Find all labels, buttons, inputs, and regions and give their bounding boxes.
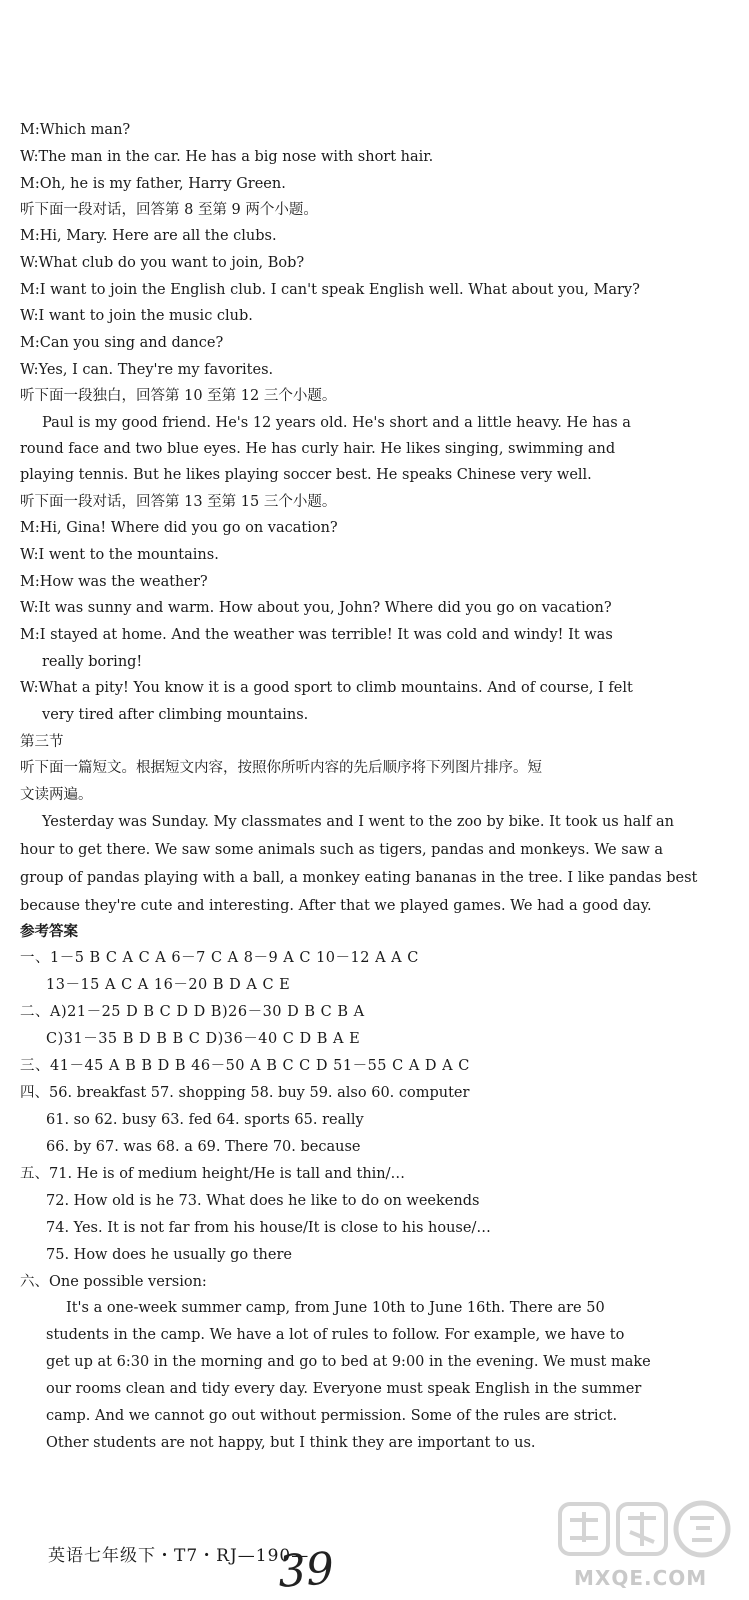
answer-line: 75. How does he usually go there — [46, 1247, 292, 1263]
section-heading: 第三节 — [20, 734, 64, 750]
paragraph-line: playing tennis. But he likes playing soccer best. He speaks Chinese very well. — [20, 467, 592, 483]
watermark — [556, 1498, 734, 1594]
script-line: M:Which man? — [20, 122, 131, 138]
script-line: W:What club do you want to join, Bob? — [20, 255, 305, 271]
script-line: W:It was sunny and warm. How about you, John? Where did you go on vacation? — [20, 600, 612, 616]
script-line: M:I stayed at home. And the weather was terrible! It was cold and windy! It was — [20, 627, 613, 643]
essay-line: camp. And we cannot go out without permission. Some of the rules are strict. — [46, 1408, 618, 1424]
script-line: W:I went to the mountains. — [20, 547, 219, 563]
script-line: M:I want to join the English club. I can't speak English well. What about you, Mary? — [20, 282, 640, 298]
script-line: M:How was the weather? — [20, 574, 208, 590]
instruction-line: 文读两遍。 — [20, 787, 93, 803]
answer-line: 五、71. He is of medium height/He is tall and thin/… — [20, 1166, 406, 1182]
script-line-cont: very tired after climbing mountains. — [42, 707, 309, 723]
script-line: M:Hi, Gina! Where did you go on vacation? — [20, 520, 338, 536]
essay-line: our rooms clean and tidy every day. Everyone must speak English in the summer — [46, 1381, 642, 1397]
instruction-line: 听下面一段对话，回答第 8 至第 9 两个小题。 — [20, 202, 318, 218]
answer-line: 六、One possible version: — [20, 1274, 207, 1290]
essay-line: get up at 6:30 in the morning and go to bed at 9:00 in the evening. We must make — [46, 1354, 651, 1370]
script-line: W:The man in the car. He has a big nose with short hair. — [20, 149, 434, 165]
instruction-line: 听下面一篇短文。根据短文内容，按照你所听内容的先后顺序将下列图片排序。短 — [20, 760, 542, 776]
answer-line: 13－15 A C A 16－20 B D A C E — [46, 977, 291, 993]
answer-line: 74. Yes. It is not far from his house/It is close to his house/… — [46, 1220, 491, 1236]
essay-line: It's a one-week summer camp, from June 10th to June 16th. There are 50 — [66, 1300, 605, 1316]
script-line: M:Can you sing and dance? — [20, 335, 224, 351]
answer-line: 一、1－5 B C A C A 6－7 C A 8－9 A C 10－12 A A C — [20, 950, 419, 966]
paragraph-line: group of pandas playing with a ball, a monkey eating bananas in the tree. I like pandas best — [20, 870, 698, 886]
page-footer: 英语七年级下・T7・RJ—190— — [48, 1546, 310, 1566]
answer-line: 61. so 62. busy 63. fed 64. sports 65. really — [46, 1112, 364, 1128]
paragraph-line: because they're cute and interesting. After that we played games. We had a good day. — [20, 898, 652, 914]
paragraph-line: hour to get there. We saw some animals such as tigers, pandas and monkeys. We saw a — [20, 842, 663, 858]
answer-line: 三、41－45 A B B D B 46－50 A B C C D 51－55 C A D A C — [20, 1058, 470, 1074]
answer-line: 四、56. breakfast 57. shopping 58. buy 59. also 60. computer — [20, 1085, 470, 1101]
script-line: W:I want to join the music club. — [20, 308, 253, 324]
handwritten-page-number: 39 — [276, 1543, 336, 1598]
instruction-line: 听下面一段独白，回答第 10 至第 12 三个小题。 — [20, 388, 337, 404]
script-line: W:What a pity! You know it is a good sport to climb mountains. And of course, I felt — [20, 680, 633, 696]
essay-line: Other students are not happy, but I think they are important to us. — [46, 1435, 536, 1451]
answer-line: 72. How old is he 73. What does he like to do on weekends — [46, 1193, 480, 1209]
paragraph-line: Paul is my good friend. He's 12 years old. He's short and a little heavy. He has a — [42, 415, 631, 431]
answers-heading: 参考答案 — [20, 923, 78, 940]
watermark-logo-icon — [556, 1498, 734, 1562]
paragraph-line: Yesterday was Sunday. My classmates and I went to the zoo by bike. It took us half an — [42, 814, 674, 830]
script-line: W:Yes, I can. They're my favorites. — [20, 362, 274, 378]
script-line: M:Oh, he is my father, Harry Green. — [20, 176, 286, 192]
essay-line: students in the camp. We have a lot of rules to follow. For example, we have to — [46, 1327, 625, 1343]
answer-line: 二、A)21－25 D B C D D B)26－30 D B C B A — [20, 1004, 365, 1020]
answer-line: 66. by 67. was 68. a 69. There 70. because — [46, 1139, 361, 1155]
answer-line: C)31－35 B D B B C D)36－40 C D B A E — [46, 1031, 361, 1047]
watermark-text: MXQE.COM — [574, 1566, 708, 1590]
script-line-cont: really boring! — [42, 654, 143, 670]
script-line: M:Hi, Mary. Here are all the clubs. — [20, 228, 277, 244]
instruction-line: 听下面一段对话，回答第 13 至第 15 三个小题。 — [20, 494, 337, 510]
paragraph-line: round face and two blue eyes. He has curly hair. He likes singing, swimming and — [20, 441, 616, 457]
